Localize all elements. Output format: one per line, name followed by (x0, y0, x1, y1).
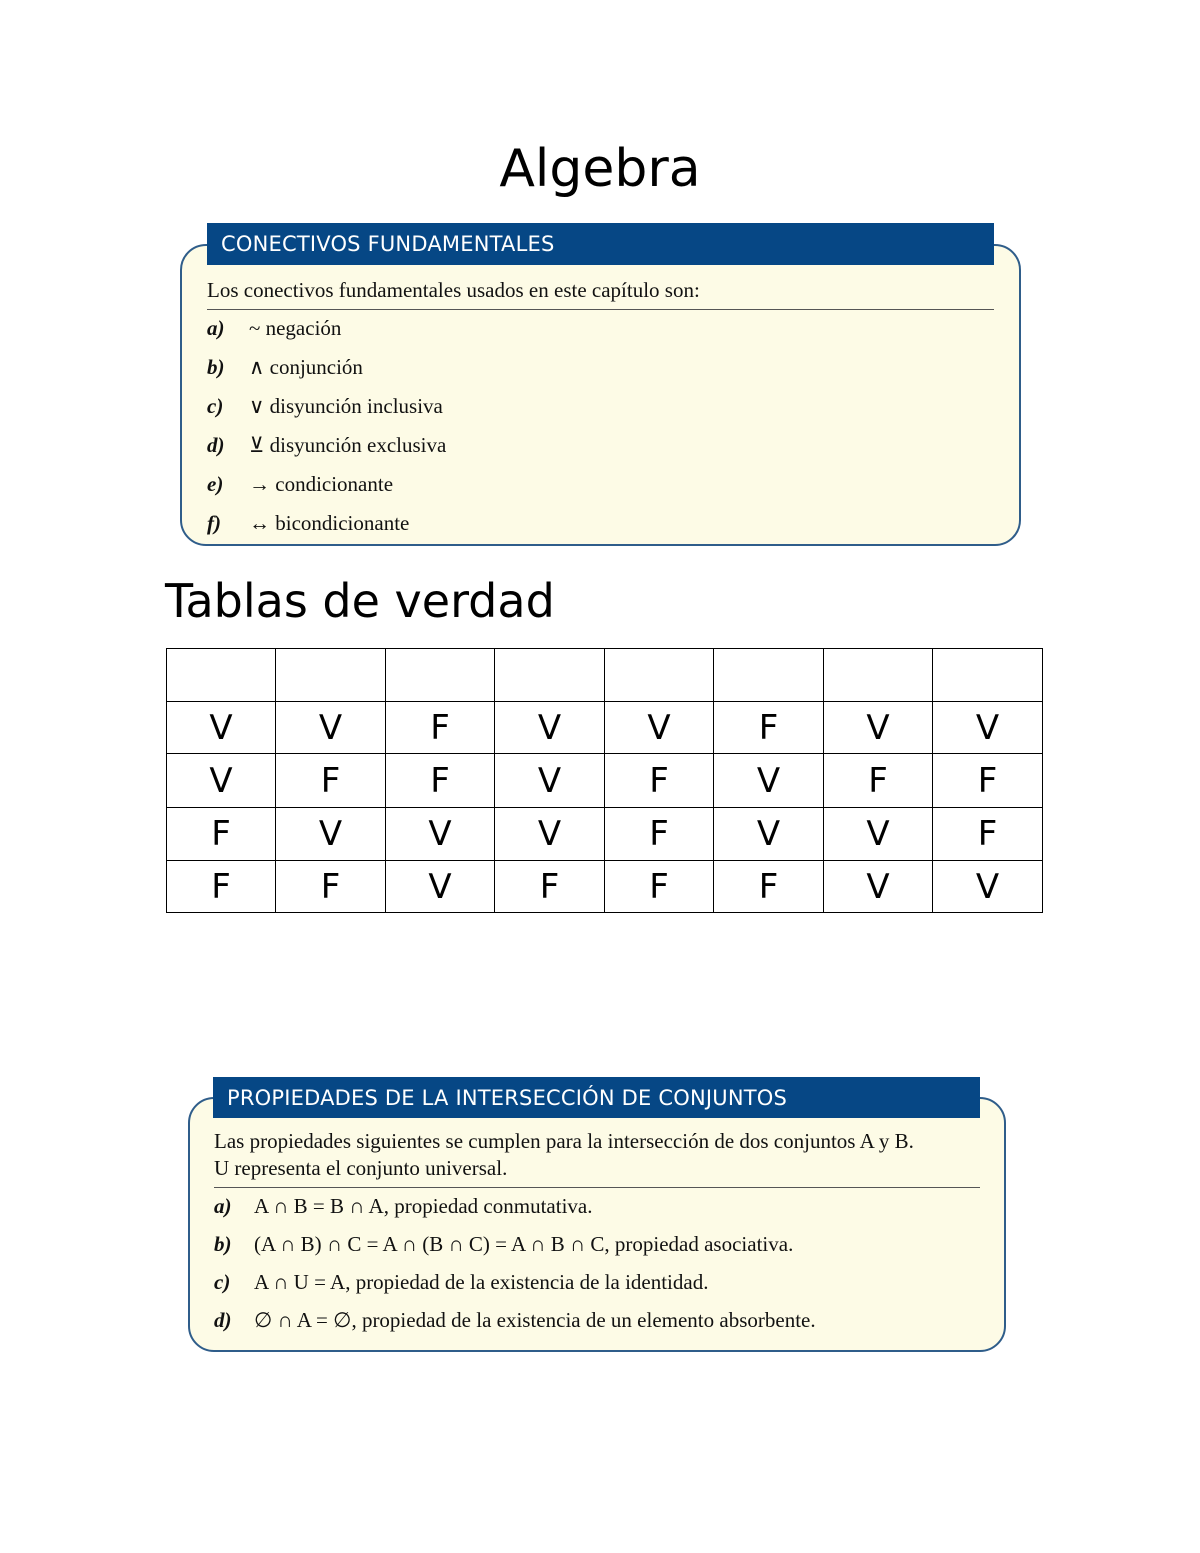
list-item-letter: f) (207, 511, 221, 535)
table-cell (824, 649, 933, 702)
list-item-text: A ∩ B = B ∩ A, propiedad conmutativa. (254, 1194, 593, 1218)
table-cell: F (933, 754, 1043, 808)
table-cell: V (824, 808, 933, 861)
table-header-row (167, 649, 1043, 702)
table-row (167, 808, 1043, 861)
table-cell: V (167, 702, 276, 754)
table-cell (605, 649, 714, 702)
list-item-text: A ∩ U = A, propiedad de la existencia de la identidad. (254, 1270, 709, 1294)
list-item-letter: c) (214, 1270, 231, 1294)
table-cell: V (167, 754, 276, 808)
connectives-divider (207, 309, 994, 310)
table-cell: V (824, 861, 933, 913)
table-cell: V (386, 861, 495, 913)
table-cell (714, 649, 824, 702)
table-cell: F (714, 702, 824, 754)
table-row (167, 754, 1043, 808)
table-cell (386, 649, 495, 702)
table-cell: F (933, 808, 1043, 861)
list-item-text: (A ∩ B) ∩ C = A ∩ (B ∩ C) = A ∩ B ∩ C, propiedad asociativa. (254, 1232, 794, 1256)
intersection-box-header: PROPIEDADES DE LA INTERSECCIÓN DE CONJUNTOS (213, 1077, 980, 1118)
list-item-text: ~ negación (249, 316, 342, 340)
list-item-letter: e) (207, 472, 224, 496)
list-item-letter: a) (207, 316, 225, 340)
table-row (167, 702, 1043, 754)
table-cell (276, 649, 386, 702)
table-cell: F (605, 808, 714, 861)
list-item-letter: d) (214, 1308, 232, 1332)
list-item-text: ↔ bicondicionante (249, 511, 410, 535)
list-item-letter: b) (214, 1232, 232, 1256)
table-cell: V (386, 808, 495, 861)
table-cell: V (495, 702, 605, 754)
table-cell: F (167, 861, 276, 913)
connectives-intro: Los conectivos fundamentales usados en este capítulo son: (207, 278, 700, 302)
page-title: Algebra (499, 139, 701, 199)
table-cell: F (167, 808, 276, 861)
table-cell: F (276, 754, 386, 808)
list-item-text: ⊻ disyunción exclusiva (249, 433, 447, 457)
list-item-letter: b) (207, 355, 225, 379)
table-cell: F (714, 861, 824, 913)
list-item-letter: d) (207, 433, 225, 457)
table-cell: F (386, 702, 495, 754)
table-cell: F (824, 754, 933, 808)
table-cell: F (495, 861, 605, 913)
section-title: Tablas de verdad (165, 574, 555, 628)
list-item-text: → condicionante (249, 472, 394, 496)
table-cell: F (386, 754, 495, 808)
table-cell: V (933, 702, 1043, 754)
table-cell: V (276, 808, 386, 861)
list-item-letter: a) (214, 1194, 232, 1218)
intersection-intro-line1: Las propiedades siguientes se cumplen para la intersección de dos conjuntos A y B. (214, 1129, 914, 1153)
table-cell: V (495, 808, 605, 861)
table-cell: V (276, 702, 386, 754)
list-item-text: ∨ disyunción inclusiva (249, 394, 443, 418)
table-cell: V (714, 808, 824, 861)
intersection-intro-line2: U representa el conjunto universal. (214, 1156, 508, 1180)
list-item-letter: c) (207, 394, 224, 418)
intersection-divider (214, 1187, 980, 1188)
table-cell: V (495, 754, 605, 808)
table-cell: F (276, 861, 386, 913)
truth-table (166, 648, 1043, 913)
table-cell: V (933, 861, 1043, 913)
table-cell: V (824, 702, 933, 754)
table-cell: V (714, 754, 824, 808)
table-row (167, 861, 1043, 913)
table-cell: V (605, 702, 714, 754)
table-cell (495, 649, 605, 702)
list-item-text: ∅ ∩ A = ∅, propiedad de la existencia de un elemento absorbente. (254, 1308, 816, 1332)
connectives-box-header: CONECTIVOS FUNDAMENTALES (207, 223, 994, 265)
table-cell (167, 649, 276, 702)
table-cell: F (605, 861, 714, 913)
table-cell (933, 649, 1043, 702)
list-item-text: ∧ conjunción (249, 355, 363, 379)
table-cell: F (605, 754, 714, 808)
